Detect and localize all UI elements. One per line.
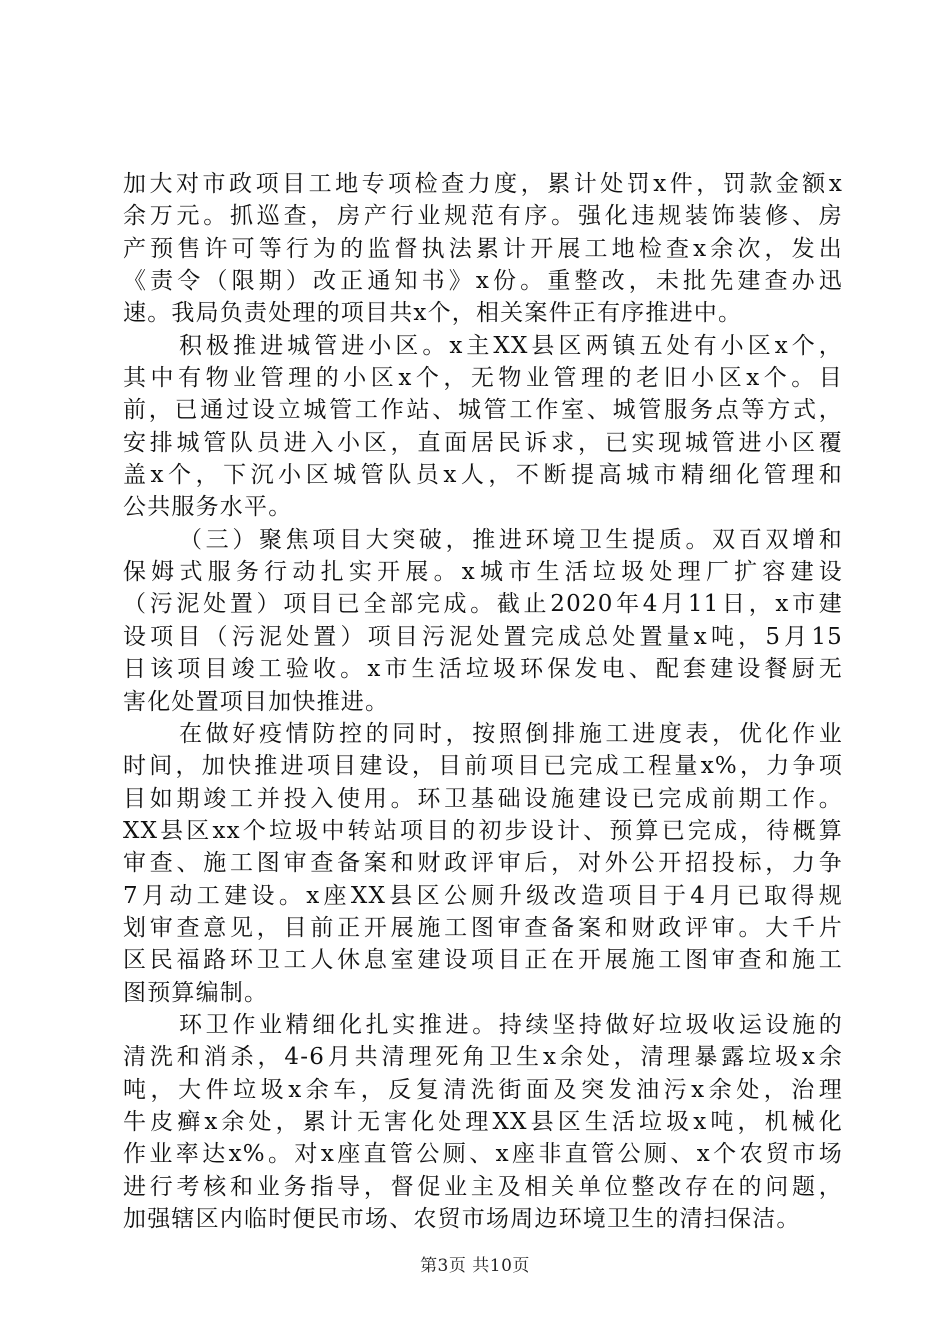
text-line: 7月动工建设。x座XX县区公厕升级改造项目于4月已取得规 [123, 882, 843, 909]
text-line: 图预算编制。 [123, 979, 269, 1006]
text-line: 区民福路环卫工人休息室建设项目正在开展施工图审查和施工 [123, 947, 843, 974]
text-line: 在做好疫情防控的同时，按照倒排施工进度表，优化作业 [179, 720, 843, 747]
text-line: 清洗和消杀，4-6月共清理死角卫生x余处，清理暴露垃圾x余 [123, 1044, 843, 1071]
text-line: 安排城管队员进入小区，直面居民诉求，已实现城管进小区覆 [123, 429, 843, 456]
text-line: 余万元。抓巡查，房产行业规范有序。强化违规装饰装修、房 [123, 203, 843, 230]
text-line: 保姆式服务行动扎实开展。x城市生活垃圾处理厂扩容建设 [123, 559, 843, 586]
text-line: 速。我局负责处理的项目共x个，相关案件正有序推进中。 [123, 300, 743, 327]
text-line: 产预售许可等行为的监督执法累计开展工地检查x余次，发出 [123, 235, 843, 262]
text-line: 环卫作业精细化扎实推进。持续坚持做好垃圾收运设施的 [179, 1011, 843, 1038]
text-line: 日该项目竣工验收。x市生活垃圾环保发电、配套建设餐厨无 [123, 656, 843, 683]
text-line: 吨，大件垃圾x余车，反复清洗街面及突发油污x余处，治理 [123, 1076, 843, 1103]
text-line: 作业率达x%。对x座直管公厕、x座非直管公厕、x个农贸市场 [123, 1141, 843, 1168]
text-line: 划审查意见，目前正开展施工图审查备案和财政评审。大千片 [123, 914, 843, 941]
text-line: 其中有物业管理的小区x个，无物业管理的老旧小区x个。目 [123, 365, 843, 392]
text-line: 审查、施工图审查备案和财政评审后，对外公开招投标，力争 [123, 850, 843, 877]
document-body [123, 168, 843, 1235]
text-line: 积极推进城管进小区。x主XX县区两镇五处有小区x个， [179, 332, 843, 359]
text-line: 时间，加快推进项目建设，目前项目已完成工程量x%，力争项 [123, 753, 843, 780]
text-line: 《责令（限期）改正通知书》x份。重整改，未批先建查办迅 [123, 268, 843, 295]
text-line: 盖x个，下沉小区城管队员x人，不断提高城市精细化管理和 [123, 462, 843, 489]
text-line: （污泥处置）项目已全部完成。截止2020年4月11日，x市建 [123, 591, 843, 618]
page-number-footer: 第3页 共10页 [420, 1256, 530, 1276]
text-line: （三）聚焦项目大突破，推进环境卫生提质。双百双增和 [179, 526, 843, 553]
text-line: 公共服务水平。 [123, 494, 293, 521]
text-line: 加大对市政项目工地专项检查力度，累计处罚x件，罚款金额x [123, 171, 843, 197]
text-line: 设项目（污泥处置）项目污泥处置完成总处置量x吨，5月15 [123, 623, 843, 650]
text-line: 加强辖区内临时便民市场、农贸市场周边环境卫生的清扫保洁。 [123, 1206, 801, 1232]
text-line: 牛皮癣x余处，累计无害化处理XX县区生活垃圾x吨，机械化 [123, 1108, 843, 1135]
text-line: 进行考核和业务指导，督促业主及相关单位整改存在的问题， [123, 1173, 843, 1200]
text-line: XX县区xx个垃圾中转站项目的初步设计、预算已完成，待概算 [123, 817, 843, 844]
text-line: 害化处置项目加快推进。 [123, 688, 390, 715]
text-line: 目如期竣工并投入使用。环卫基础设施建设已完成前期工作。 [123, 785, 843, 812]
text-line: 前，已通过设立城管工作站、城管工作室、城管服务点等方式， [123, 397, 843, 424]
